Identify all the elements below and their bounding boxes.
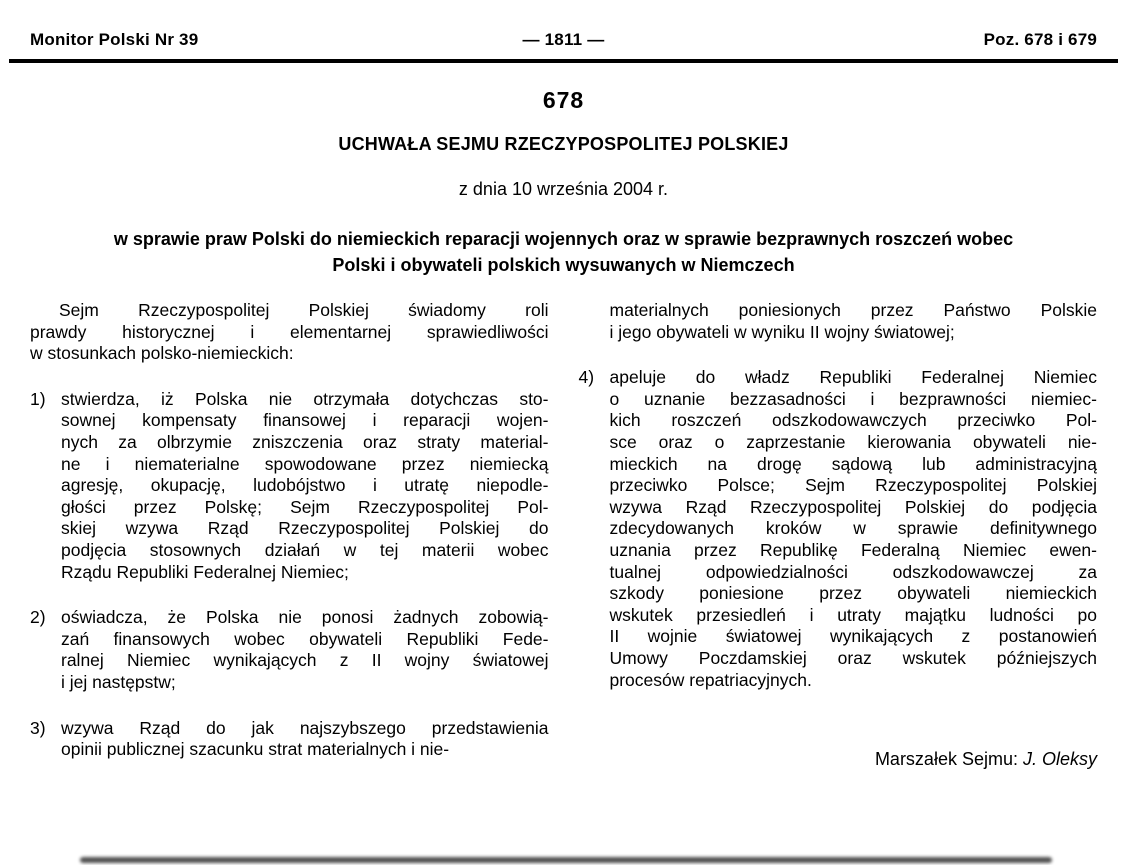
act-number: 678 bbox=[542, 87, 585, 113]
text-line: głości przez Polskę; Sejm Rzeczypospolitej Pol- bbox=[61, 496, 549, 517]
signature-role: Marszałek Sejmu: bbox=[874, 749, 1023, 770]
text-line: ne i niematerialne spowodowane przez niemiecką bbox=[61, 453, 549, 474]
text-line: szkody poniesione przez obywateli niemieckich bbox=[609, 583, 1097, 604]
item-text bbox=[61, 607, 549, 693]
list-item-2 bbox=[30, 607, 549, 693]
text-line: Rządu Republiki Federalnej Niemiec; bbox=[61, 561, 349, 582]
text-line: stwierdza, iż Polska nie otrzymała dotychczas sto- bbox=[61, 388, 549, 409]
item-text bbox=[610, 367, 1098, 691]
text-line: ralnej Niemiec wynikających z II wojny światowej bbox=[61, 650, 549, 671]
text-line: wzywa Rząd Rzeczypospolitej Polskiej do podjęcia bbox=[609, 496, 1097, 517]
text-line: o uznanie bezzasadności i bezprawności niemiec- bbox=[609, 388, 1097, 409]
text-line: Polski i obywateli polskich wysuwanych w Niemczech bbox=[332, 255, 795, 275]
text-line: zań finansowych wobec obywateli Republiki Fede- bbox=[61, 628, 549, 649]
text-line: sce oraz o zaprzestanie kierowania obywateli nie- bbox=[609, 431, 1097, 452]
list-item-3-continuation bbox=[610, 300, 1098, 343]
text-line: kich roszczeń odszkodowawczych przeciwko Pol- bbox=[609, 410, 1097, 431]
running-head bbox=[0, 0, 1127, 49]
item-number: 2) bbox=[30, 607, 46, 628]
scan-artifact-bar bbox=[80, 857, 1052, 863]
text-line: wzywa Rząd do jak najszybszego przedstawienia bbox=[61, 717, 549, 738]
right-column bbox=[579, 300, 1098, 769]
text-line: apeluje do władz Republiki Federalnej Niemiec bbox=[609, 367, 1097, 388]
text-line: Umowy Poczdamskiej oraz wskutek późniejszych bbox=[609, 647, 1097, 668]
item-number: 4) bbox=[578, 367, 595, 388]
item-number: 3) bbox=[30, 717, 46, 738]
body-columns bbox=[0, 300, 1127, 769]
text-line: i jej następstw; bbox=[61, 671, 176, 692]
gazette-name: Monitor Polski Nr 39 bbox=[30, 30, 199, 49]
text-line: agresję, okupację, ludobójstwo i utratę niepodle- bbox=[61, 475, 549, 496]
act-date-line: z dnia 10 września 2004 r. bbox=[458, 179, 669, 199]
text-line: uznania przez Republikę Federalną Niemiec ewen- bbox=[609, 539, 1097, 560]
list-item-1 bbox=[30, 389, 549, 583]
position-ref: Poz. 678 i 679 bbox=[983, 30, 1098, 49]
text-line: procesów repatriacyjnych. bbox=[609, 669, 812, 690]
text-line: wskutek przesiedleń i utraty majątku ludności po bbox=[609, 604, 1097, 625]
signature-line bbox=[579, 749, 1098, 769]
item-text bbox=[61, 389, 549, 583]
signature-name: J. Oleksy bbox=[1022, 749, 1097, 770]
text-line: mieckich na drogę sądową lub administracyjną bbox=[609, 453, 1097, 474]
text-line: opinii publicznej szacunku strat materialnych i nie- bbox=[61, 739, 450, 760]
text-line: skiej wzywa Rząd Rzeczypospolitej Polskiej do bbox=[61, 518, 549, 539]
list-item-4 bbox=[579, 367, 1098, 691]
text-line: w sprawie praw Polski do niemieckich reparacji wojennych oraz w sprawie bezprawnych roszczeń wobec bbox=[113, 229, 1014, 249]
item-text bbox=[61, 718, 549, 761]
list-item-3 bbox=[30, 718, 549, 761]
intro-paragraph bbox=[30, 300, 549, 365]
text-line: podjęcia stosownych działań w tej materii wobec bbox=[61, 539, 549, 560]
text-line: przeciwko Polsce; Sejm Rzeczypospolitej Polskiej bbox=[609, 475, 1097, 496]
text-line: Sejm Rzeczypospolitej Polskiej świadomy roli bbox=[59, 300, 549, 320]
text-line: i jego obywateli w wyniku II wojny światowej; bbox=[609, 321, 955, 342]
text-line: tualnej odpowiedzialności odszkodowawczej za bbox=[609, 561, 1097, 582]
text-line: zdecydowanych kroków w sprawie definitywnego bbox=[609, 518, 1097, 539]
text-line: II wojnie światowej wynikających z postanowień bbox=[609, 626, 1097, 647]
text-line: nych za olbrzymie zniszczenia oraz straty material- bbox=[61, 431, 549, 452]
act-subject bbox=[0, 226, 1127, 278]
left-column bbox=[30, 300, 549, 769]
item-number: 1) bbox=[30, 388, 46, 409]
text-line: sownej kompensaty finansowej i reparacji wojen- bbox=[61, 410, 549, 431]
header-rule bbox=[9, 59, 1118, 63]
act-title: UCHWAŁA SEJMU RZECZYPOSPOLITEJ POLSKIEJ bbox=[338, 134, 789, 154]
text-line: oświadcza, że Polska nie ponosi żadnych zobowią- bbox=[61, 607, 549, 628]
text-line: prawdy historycznej i elementarnej sprawiedliwości bbox=[30, 321, 549, 342]
text-line: materialnych poniesionych przez Państwo Polskie bbox=[609, 300, 1097, 320]
page-number: — 1811 — bbox=[522, 30, 605, 49]
text-line: w stosunkach polsko-niemieckich: bbox=[30, 343, 294, 364]
